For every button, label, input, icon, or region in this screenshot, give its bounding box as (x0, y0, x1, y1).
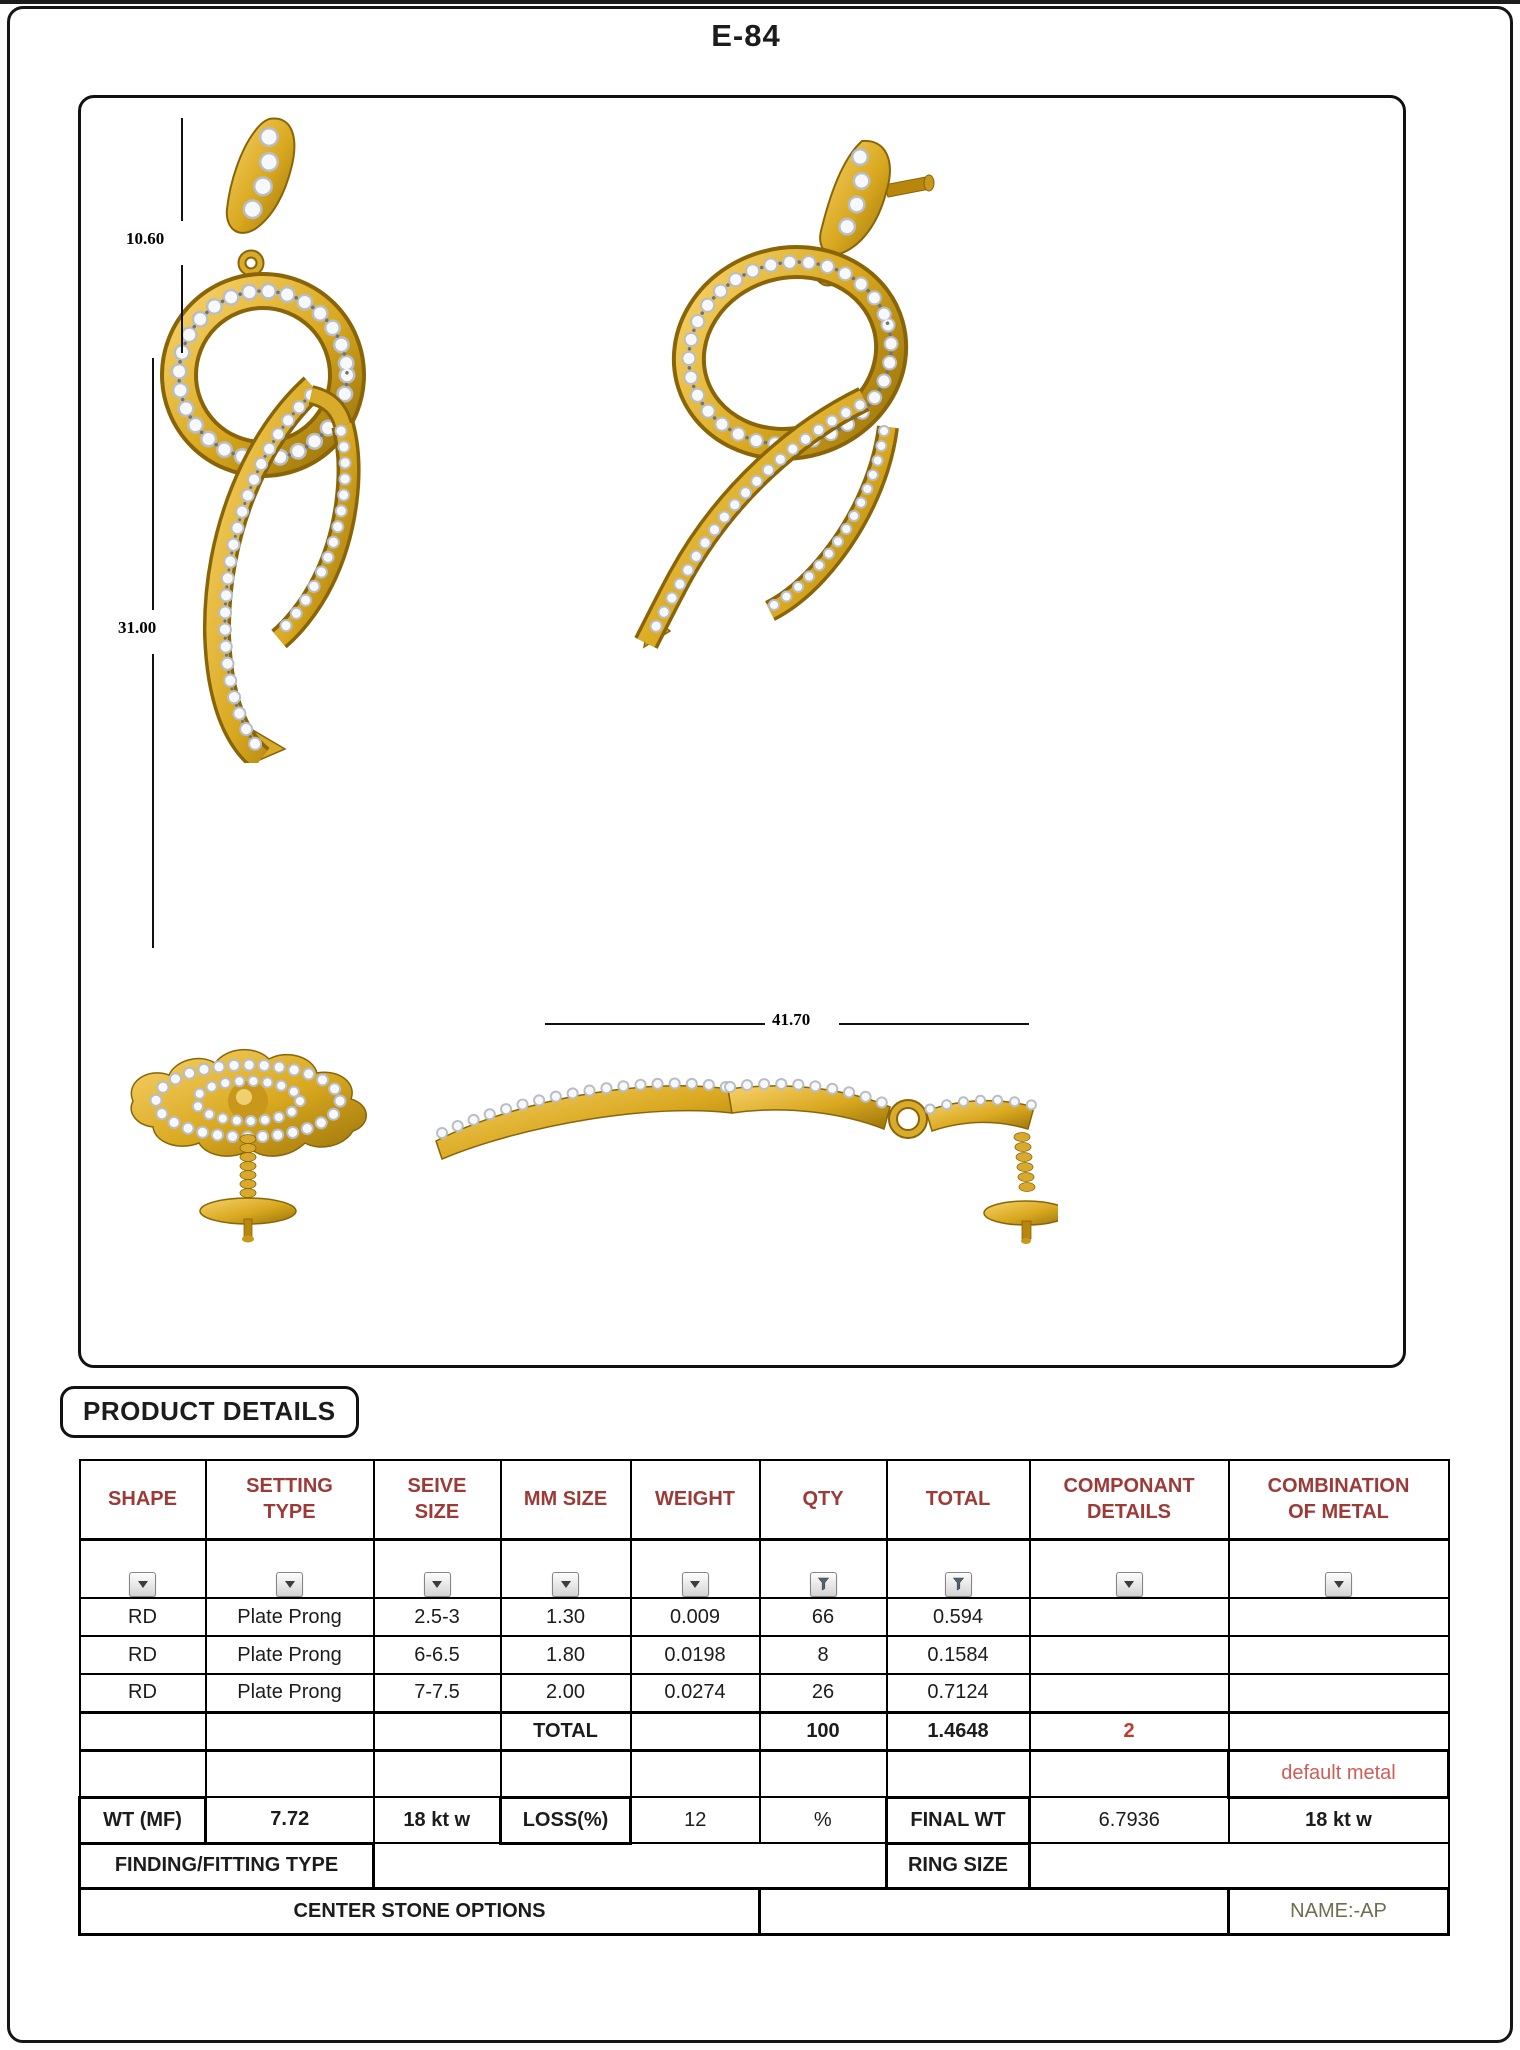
cell-metal (1229, 1598, 1449, 1636)
wt-mf-label: WT (MF) (80, 1797, 206, 1843)
cell-weight: 0.0198 (631, 1636, 760, 1674)
cell-shape: RD (80, 1598, 206, 1636)
cell-total: 0.7124 (887, 1674, 1030, 1712)
loss-value: 12 (631, 1797, 760, 1843)
page-title: E-84 (711, 18, 781, 53)
seive-size-filter-button[interactable] (424, 1572, 451, 1597)
filter-cell-qty (760, 1539, 887, 1598)
col-header-weight: WEIGHT (631, 1460, 760, 1539)
final-wt-label: FINAL WT (887, 1797, 1030, 1843)
weight-filter-button[interactable] (682, 1572, 709, 1597)
cell-componant (1030, 1674, 1229, 1712)
default-metal-note: default metal (1229, 1750, 1449, 1797)
cell-setting: Plate Prong (206, 1674, 374, 1712)
empty-cell (1229, 1712, 1449, 1750)
dim-line-total-height-upper (152, 358, 154, 610)
empty-cell (631, 1750, 760, 1797)
ring-size-label: RING SIZE (887, 1843, 1030, 1888)
final-wt-value: 6.7936 (1030, 1797, 1229, 1843)
empty-cell (501, 1750, 631, 1797)
qty-filter-button[interactable] (810, 1572, 837, 1597)
cell-seive: 6-6.5 (374, 1636, 501, 1674)
finding-fitting-type-label: FINDING/FITTING TYPE (80, 1843, 374, 1888)
page-top-rule (0, 0, 1520, 4)
dropdown-arrow-icon (138, 1581, 148, 1588)
dropdown-arrow-icon (432, 1581, 442, 1588)
mm-size-filter-button[interactable] (552, 1572, 579, 1597)
total-qty: 100 (760, 1712, 887, 1750)
empty-cell (80, 1712, 206, 1750)
total-weight: 1.4648 (887, 1712, 1030, 1750)
dim-line-width-left (545, 1023, 765, 1025)
dropdown-arrow-icon (1334, 1581, 1344, 1588)
spec-table (78, 1459, 1450, 1936)
col-header-qty: QTY (760, 1460, 887, 1539)
funnel-icon (951, 1577, 966, 1591)
setting-type-filter-button[interactable] (276, 1572, 303, 1597)
dim-line-top-height-upper (181, 118, 183, 221)
summary-row (80, 1797, 1449, 1843)
data-row (80, 1636, 1449, 1674)
dim-line-total-height-lower (152, 654, 154, 948)
data-row (80, 1674, 1449, 1712)
earring-top-view (103, 1039, 403, 1254)
total-label: TOTAL (501, 1712, 631, 1750)
empty-cell (760, 1750, 887, 1797)
cell-shape: RD (80, 1636, 206, 1674)
wt-mf-value: 7.72 (206, 1797, 374, 1843)
cell-metal (1229, 1636, 1449, 1674)
filter-cell-shape (80, 1539, 206, 1598)
data-row (80, 1598, 1449, 1636)
dim-label-top-height: 10.60 (123, 229, 167, 249)
shape-filter-button[interactable] (129, 1572, 156, 1597)
cell-seive: 2.5-3 (374, 1598, 501, 1636)
filter-cell-total (887, 1539, 1030, 1598)
combination-filter-button[interactable] (1325, 1572, 1352, 1597)
col-header-seive-size: SEIVE SIZE (374, 1460, 501, 1539)
finding-row (80, 1843, 1449, 1888)
filter-cell-componant (1030, 1539, 1229, 1598)
cell-qty: 66 (760, 1598, 887, 1636)
cell-weight: 0.0274 (631, 1674, 760, 1712)
cell-metal (1229, 1674, 1449, 1712)
total-filter-button[interactable] (945, 1572, 972, 1597)
dropdown-arrow-icon (561, 1581, 571, 1588)
col-header-shape: SHAPE (80, 1460, 206, 1539)
center-stone-options-label: CENTER STONE OPTIONS (80, 1888, 760, 1934)
cell-mm: 1.30 (501, 1598, 631, 1636)
dim-label-total-height: 31.00 (115, 618, 159, 638)
cell-shape: RD (80, 1674, 206, 1712)
col-header-mm-size: MM SIZE (501, 1460, 631, 1539)
cell-setting: Plate Prong (206, 1636, 374, 1674)
cell-componant (1030, 1598, 1229, 1636)
col-header-combination-of-metal: COMBINATION OF METAL (1229, 1460, 1449, 1539)
cell-total: 0.594 (887, 1598, 1030, 1636)
col-header-total: TOTAL (887, 1460, 1030, 1539)
dim-label-width: 41.70 (769, 1010, 813, 1030)
ring-size-value (1030, 1843, 1449, 1888)
center-stone-row (80, 1888, 1449, 1934)
cell-seive: 7-7.5 (374, 1674, 501, 1712)
filter-cell-weight (631, 1539, 760, 1598)
empty-cell (1030, 1750, 1229, 1797)
empty-cell (80, 1750, 206, 1797)
col-header-componant-details: COMPONANT DETAILS (1030, 1460, 1229, 1539)
componant-count: 2 (1030, 1712, 1229, 1750)
cell-weight: 0.009 (631, 1598, 760, 1636)
percent-sign: % (760, 1797, 887, 1843)
componant-filter-button[interactable] (1116, 1572, 1143, 1597)
finding-fitting-type-value (374, 1843, 887, 1888)
render-viewport (78, 95, 1406, 1368)
empty-cell (374, 1712, 501, 1750)
metal-right-value: 18 kt w (1229, 1797, 1449, 1843)
designer-name: NAME:-AP (1229, 1888, 1449, 1934)
empty-cell (887, 1750, 1030, 1797)
filter-cell-seive-size (374, 1539, 501, 1598)
loss-label: LOSS(%) (501, 1797, 631, 1843)
header-row (80, 1460, 1449, 1539)
earring-perspective-view (578, 131, 948, 651)
col-header-setting-type: SETTING TYPE (206, 1460, 374, 1539)
empty-cell (631, 1712, 760, 1750)
cell-mm: 1.80 (501, 1636, 631, 1674)
product-details-heading: PRODUCT DETAILS (60, 1386, 359, 1438)
cell-qty: 26 (760, 1674, 887, 1712)
empty-cell (206, 1712, 374, 1750)
total-row (80, 1712, 1449, 1750)
dropdown-arrow-icon (285, 1581, 295, 1588)
dropdown-arrow-icon (1124, 1581, 1134, 1588)
dim-line-width-right (839, 1023, 1029, 1025)
dim-line-top-height-lower (181, 265, 183, 353)
filter-cell-mm-size (501, 1539, 631, 1598)
dropdown-arrow-icon (690, 1581, 700, 1588)
filter-cell-combination (1229, 1539, 1449, 1598)
earring-profile-view (428, 1033, 1058, 1268)
cell-total: 0.1584 (887, 1636, 1030, 1674)
cell-setting: Plate Prong (206, 1598, 374, 1636)
cell-mm: 2.00 (501, 1674, 631, 1712)
cell-componant (1030, 1636, 1229, 1674)
cell-qty: 8 (760, 1636, 887, 1674)
filter-row (80, 1539, 1449, 1598)
empty-cell (374, 1750, 501, 1797)
metal-row (80, 1750, 1449, 1797)
earring-front-view (153, 113, 393, 763)
filter-cell-setting-type (206, 1539, 374, 1598)
metal-left-value: 18 kt w (374, 1797, 501, 1843)
empty-cell (206, 1750, 374, 1797)
funnel-icon (816, 1577, 831, 1591)
center-stone-options-value (760, 1888, 1229, 1934)
